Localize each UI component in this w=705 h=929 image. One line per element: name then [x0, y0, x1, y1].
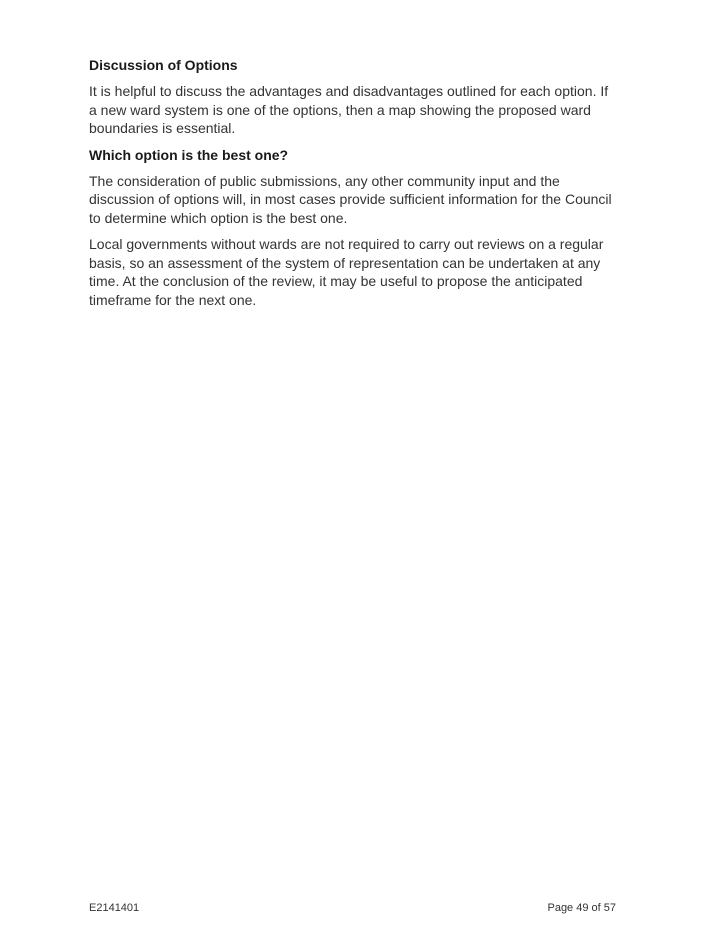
paragraph: It is helpful to discuss the advantages and disadvantages outlined for each option. If a new ward system is one of the options, then a map showing the proposed ward boundaries is essential.	[89, 83, 609, 136]
footer-page-number: Page 49 of 57	[547, 902, 616, 914]
section-heading-discussion-of-options: Discussion of Options	[89, 57, 238, 73]
paragraph: Local governments without wards are not required to carry out reviews on a regular basis, so an assessment of the system of representation can be undertaken at any time. At the conclusion of the review, it may be useful to propose the anticipated timeframe for the next one.	[89, 236, 604, 308]
section-heading-best-option: Which option is the best one?	[89, 146, 289, 163]
paragraph: The consideration of public submissions, any other community input and the discussion of options will, in most cases provide sufficient information for the Council to determine which option is the best one.	[89, 172, 612, 226]
document-body	[89, 56, 617, 317]
footer-doc-id: E2141401	[89, 902, 140, 914]
